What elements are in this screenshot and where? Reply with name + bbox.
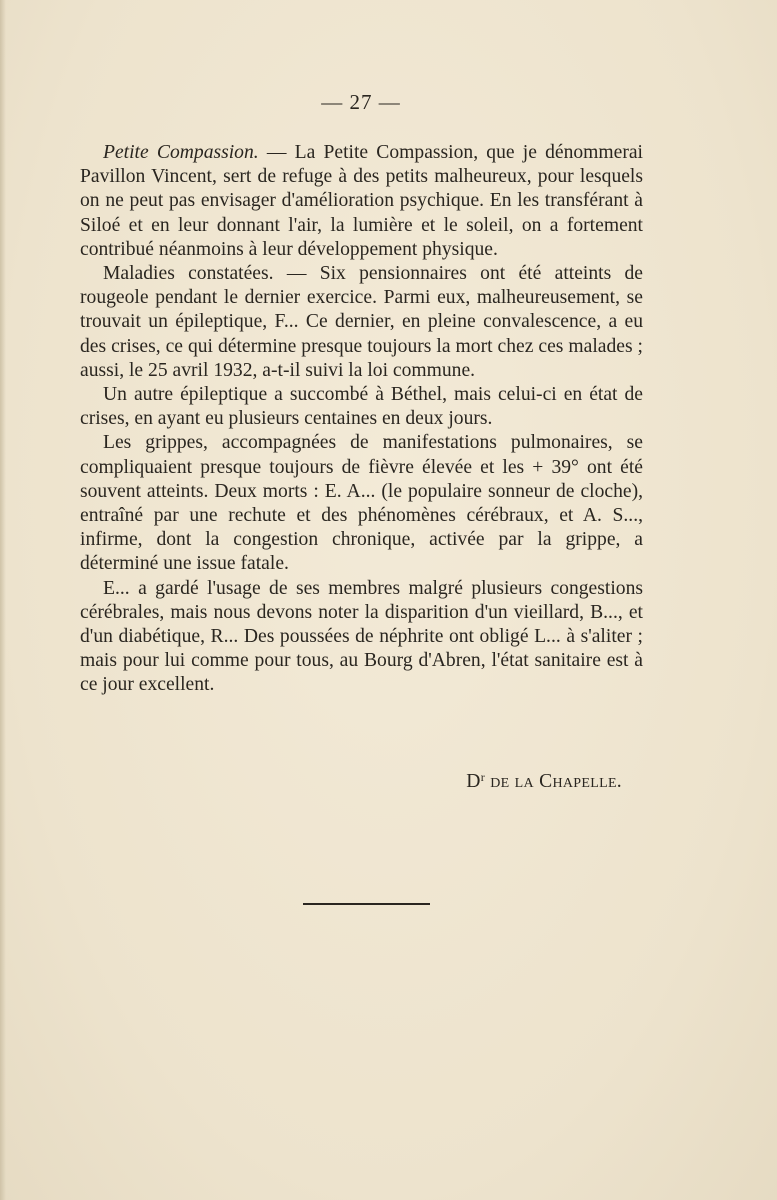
paragraph-text: — La Petite Compassion, que je dénommerai Pavillon Vincent, sert de refuge à des petits malheureux, pour lesquels on ne peut pas envisager d'amélioration psychique. En les transférant à Siloé et en leur donnant l'air, la lumière et le soleil, on a fortement contribué néanmoins à leur développement physique.	[80, 142, 644, 260]
paragraph-text: E... a gardé l'usage de ses membres malgré plusieurs congestions cérébrales, mais nous devons noter la disparition d'un vieillard, B..., et d'un diabétique, R... Des poussées de néphrite ont obligé L... à s'aliter ; mais pour lui comme pour tous, au Bourg d'Abren, l'état sanitaire est à ce jour excellent.	[80, 577, 643, 696]
signature-title-superscript: r	[480, 770, 485, 784]
page-number: — 27 —	[321, 90, 401, 114]
page-edge-shadow	[0, 0, 6, 1200]
signature-name: de la Chapelle.	[490, 771, 622, 792]
paragraph	[80, 141, 643, 262]
paragraph	[80, 431, 643, 576]
body-text	[80, 141, 643, 698]
paragraph-text: Les grippes, accompagnées de manifestations pulmonaires, se compliquaient presque toujours de fièvre élevée et les + 39° ont été souvent atteints. Deux morts : E. A... (le populaire sonneur de cloche), entraîné par une rechute et des phénomènes cérébraux, et A. S..., infirme, dont la congestion chronique, activée par la grippe, a déterminé une issue fatale.	[80, 432, 643, 575]
paragraph	[80, 262, 643, 383]
paragraph-text: Maladies constatées. — Six pensionnaires ont été atteints de rougeole pendant le dernier exercice. Parmi eux, malheureusement, se trouvait un épileptique, F... Ce dernier, en pleine convalescence, a eu des crises, ce qui détermine presque toujours la mort chez ces malades ; aussi, le 25 avril 1932, a-t-il suivi la loi commune.	[80, 263, 643, 381]
signature-title: D	[466, 771, 481, 792]
paragraph	[80, 577, 643, 698]
end-rule	[303, 903, 430, 905]
author-signature	[300, 770, 622, 793]
paragraph	[80, 383, 643, 431]
paragraph-text: Un autre épileptique a succombé à Béthel, mais celui-ci en état de crises, en ayant eu plusieurs centaines en deux jours.	[80, 384, 643, 430]
paragraph-heading: Petite Compassion.	[103, 142, 259, 163]
